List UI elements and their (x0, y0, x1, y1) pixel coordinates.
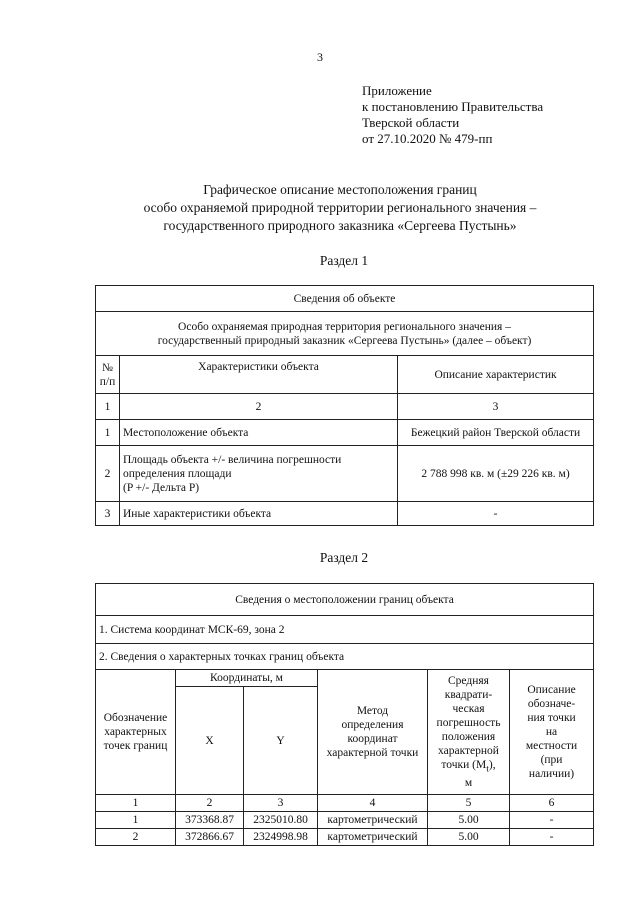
document-heading (40, 181, 640, 235)
col-number: 3 (244, 795, 318, 812)
col-number: 2 (120, 394, 398, 420)
point-id: 1 (96, 812, 176, 829)
col-header-text: погрешность (436, 716, 501, 729)
col-header-method (318, 670, 428, 795)
col-header-error (428, 670, 510, 795)
row-num: 1 (96, 420, 120, 446)
col-header-text: квадрати- (444, 688, 493, 701)
col-header-text: № (102, 361, 113, 374)
row-num: 2 (96, 446, 120, 502)
col-header-num (96, 356, 120, 394)
col-number: 1 (96, 795, 176, 812)
coordinate-system: 1. Система координат МСК-69, зона 2 (96, 616, 594, 644)
point-method: картометрический (318, 829, 428, 846)
section-1-title: Раздел 1 (319, 253, 369, 268)
point-y: 2325010.80 (244, 812, 318, 829)
col-number: 3 (398, 394, 594, 420)
col-header-y: Y (244, 687, 318, 795)
table-row (96, 446, 594, 502)
appendix-line: Приложение (362, 83, 432, 98)
point-description: - (510, 829, 594, 846)
boundary-table (95, 583, 594, 846)
col-header-text: ), (488, 758, 496, 771)
col-header-characteristics: Характеристики объекта (120, 356, 398, 394)
table-row (96, 420, 594, 446)
point-method: картометрический (318, 812, 428, 829)
col-header-text: характерных (104, 726, 167, 738)
appendix-line: от 27.10.2020 № 479-пп (362, 131, 493, 146)
col-number: 6 (510, 795, 594, 812)
row-characteristic: Иные характеристики объекта (120, 502, 398, 526)
object-info-table (95, 285, 594, 526)
appendix-block (362, 83, 543, 147)
col-header-text: Описание (527, 684, 576, 696)
object-name-cell (96, 312, 594, 356)
row-description: Бежецкий район Тверской области (398, 420, 594, 446)
col-header-text: м (464, 777, 473, 790)
point-error: 5.00 (428, 829, 510, 846)
col-header-text: обозначе- (527, 698, 576, 710)
point-error: 5.00 (428, 812, 510, 829)
heading-line: особо охраняемой природной территории регионального значения – (143, 200, 537, 215)
row-characteristic-line: Площадь объекта +/- величина погрешности (123, 453, 342, 466)
col-header-text: точек границ (103, 740, 168, 752)
col-header-text: определения (341, 719, 404, 731)
col-header-x: X (176, 687, 244, 795)
row-characteristic-line: определения площади (123, 467, 232, 480)
points-header: 2. Сведения о характерных точках границ объекта (96, 644, 594, 670)
col-header-text: на (545, 726, 558, 738)
object-name-line: Особо охраняемая природная территория регионального значения – (178, 320, 511, 333)
object-name-line: государственный природный заказник «Сергеева Пустынь» (далее – объект) (157, 334, 532, 347)
col-header-text: характерной (438, 744, 499, 757)
col-header-text: положения (441, 730, 496, 743)
col-header-text: характерной точки (326, 747, 419, 759)
point-x: 373368.87 (176, 812, 244, 829)
section-2-title: Раздел 2 (319, 550, 369, 565)
col-header-coordinates: Координаты, м (176, 670, 318, 687)
point-id: 2 (96, 829, 176, 846)
table-row (96, 502, 594, 526)
col-number: 5 (428, 795, 510, 812)
row-characteristic: Местоположение объекта (120, 420, 398, 446)
col-header-point (96, 670, 176, 795)
col-header-text: Обозначение (103, 712, 168, 724)
col-number: 2 (176, 795, 244, 812)
row-characteristic-line: (P +/- Дельта P) (123, 481, 200, 494)
row-characteristic (120, 446, 398, 502)
col-header-description: Описание характеристик (398, 356, 594, 394)
col-header-text: наличии) (528, 768, 575, 780)
point-description: - (510, 812, 594, 829)
table-row (96, 829, 594, 846)
point-y: 2324998.98 (244, 829, 318, 846)
appendix-line: к постановлению Правительства (362, 99, 544, 114)
row-num: 3 (96, 502, 120, 526)
col-header-text: ческая (452, 702, 485, 715)
table-row (96, 812, 594, 829)
row-description: - (398, 502, 594, 526)
col-header-subscript: t (486, 763, 489, 775)
appendix-line: Тверской области (362, 115, 460, 130)
col-number: 1 (96, 394, 120, 420)
point-x: 372866.67 (176, 829, 244, 846)
col-number: 4 (318, 795, 428, 812)
col-header-text: точки (M (441, 758, 487, 771)
heading-line: государственного природного заказника «Сергеева Пустынь» (163, 218, 517, 233)
col-header-text: п/п (99, 375, 116, 388)
col-header-text: ния точки (527, 712, 576, 724)
col-header-text: Средняя (448, 674, 489, 687)
col-header-text: Метод (356, 705, 389, 717)
col-header-text: (при (540, 754, 563, 766)
table-title: Сведения об объекте (96, 286, 594, 312)
table-title: Сведения о местоположении границ объекта (96, 584, 594, 616)
col-header-point-description (510, 670, 594, 795)
heading-line: Графическое описание местоположения границ (203, 182, 477, 197)
col-header-text: координат (347, 733, 398, 745)
col-header-text: местности (525, 740, 578, 752)
page-number: 3 (317, 50, 323, 64)
row-description: 2 788 998 кв. м (±29 226 кв. м) (398, 446, 594, 502)
col-header-text (431, 758, 506, 776)
